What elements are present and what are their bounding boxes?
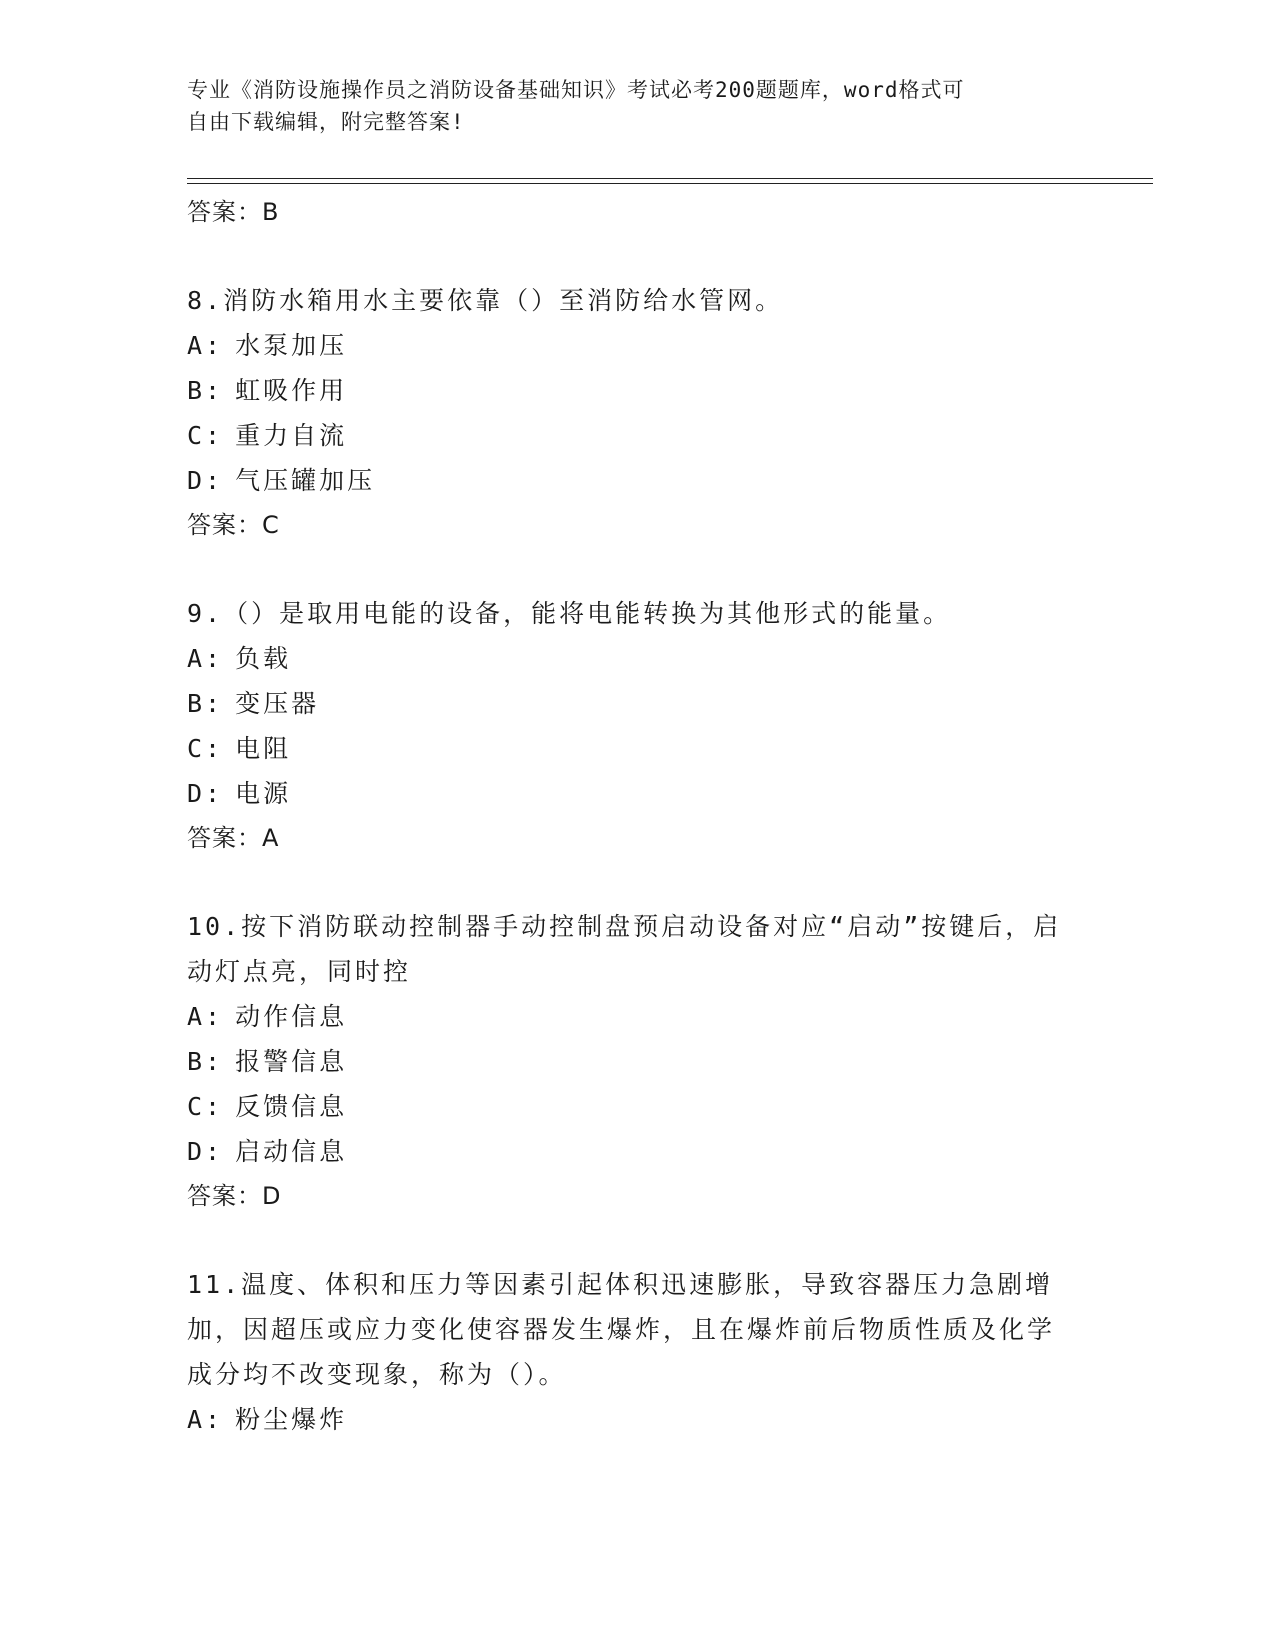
option-text: 重力自流 (235, 421, 348, 450)
header-divider-top (187, 178, 1153, 179)
answer-value: A (262, 824, 280, 852)
option-key: C: (187, 421, 224, 450)
answer-label: 答案： (187, 1182, 262, 1210)
option-b (187, 681, 1087, 726)
option-c (187, 726, 1087, 771)
answer-value: B (262, 198, 280, 226)
header-line-2: 自由下载编辑，附完整答案! (187, 110, 465, 134)
answer-line (187, 1174, 1087, 1218)
question-item (187, 1262, 1087, 1442)
option-text: 报警信息 (235, 1047, 348, 1076)
option-a (187, 994, 1087, 1039)
option-c (187, 1084, 1087, 1129)
question-text: 8.消防水箱用水主要依靠（）至消防给水管网。 (187, 286, 784, 315)
option-key: C: (187, 734, 224, 763)
option-text: 气压罐加压 (235, 466, 376, 495)
question-text: 10.按下消防联动控制器手动控制盘预启动设备对应“启动”按键后，启动灯点亮，同时控 (187, 912, 1062, 986)
document-header (187, 74, 1067, 138)
option-text: 电源 (235, 779, 292, 808)
option-text: 虹吸作用 (235, 376, 348, 405)
answer-value: D (262, 1182, 282, 1210)
option-key: B: (187, 689, 224, 718)
option-key: A: (187, 331, 224, 360)
option-a (187, 323, 1087, 368)
option-key: B: (187, 1047, 224, 1076)
option-key: A: (187, 1405, 224, 1434)
answer-value: C (262, 511, 280, 539)
option-text: 水泵加压 (235, 331, 348, 360)
option-key: C: (187, 1092, 224, 1121)
option-b (187, 1039, 1087, 1084)
question-text: 9.（）是取用电能的设备，能将电能转换为其他形式的能量。 (187, 599, 952, 628)
option-a (187, 1397, 1087, 1442)
answer-line (187, 816, 1087, 860)
option-text: 电阻 (235, 734, 292, 763)
option-d (187, 771, 1087, 816)
option-text: 动作信息 (235, 1002, 348, 1031)
option-key: A: (187, 1002, 224, 1031)
option-c (187, 413, 1087, 458)
header-line-1: 专业《消防设施操作员之消防设备基础知识》考试必考200题题库，word格式可 (187, 78, 965, 102)
answer-label: 答案： (187, 198, 262, 226)
option-key: A: (187, 644, 224, 673)
answer-label: 答案： (187, 824, 262, 852)
option-text: 反馈信息 (235, 1092, 348, 1121)
answer-line (187, 503, 1087, 547)
question-item (187, 278, 1087, 547)
option-key: D: (187, 1137, 224, 1166)
option-key: B: (187, 376, 224, 405)
option-key: D: (187, 779, 224, 808)
option-text: 变压器 (235, 689, 320, 718)
option-text: 启动信息 (235, 1137, 348, 1166)
option-text: 粉尘爆炸 (235, 1405, 348, 1434)
option-key: D: (187, 466, 224, 495)
option-d (187, 1129, 1087, 1174)
header-divider-bottom (187, 183, 1153, 184)
answer-label: 答案： (187, 511, 262, 539)
option-text: 负载 (235, 644, 292, 673)
option-a (187, 636, 1087, 681)
option-d (187, 458, 1087, 503)
question-item (187, 591, 1087, 860)
question-list (187, 190, 1087, 1442)
answer-line (187, 190, 1087, 234)
question-item (187, 904, 1087, 1218)
question-text: 11.温度、体积和压力等因素引起体积迅速膨胀，导致容器压力急剧增加，因超压或应力变化使容器发生爆炸，且在爆炸前后物质性质及化学成分均不改变现象，称为（）。 (187, 1270, 1056, 1389)
option-b (187, 368, 1087, 413)
